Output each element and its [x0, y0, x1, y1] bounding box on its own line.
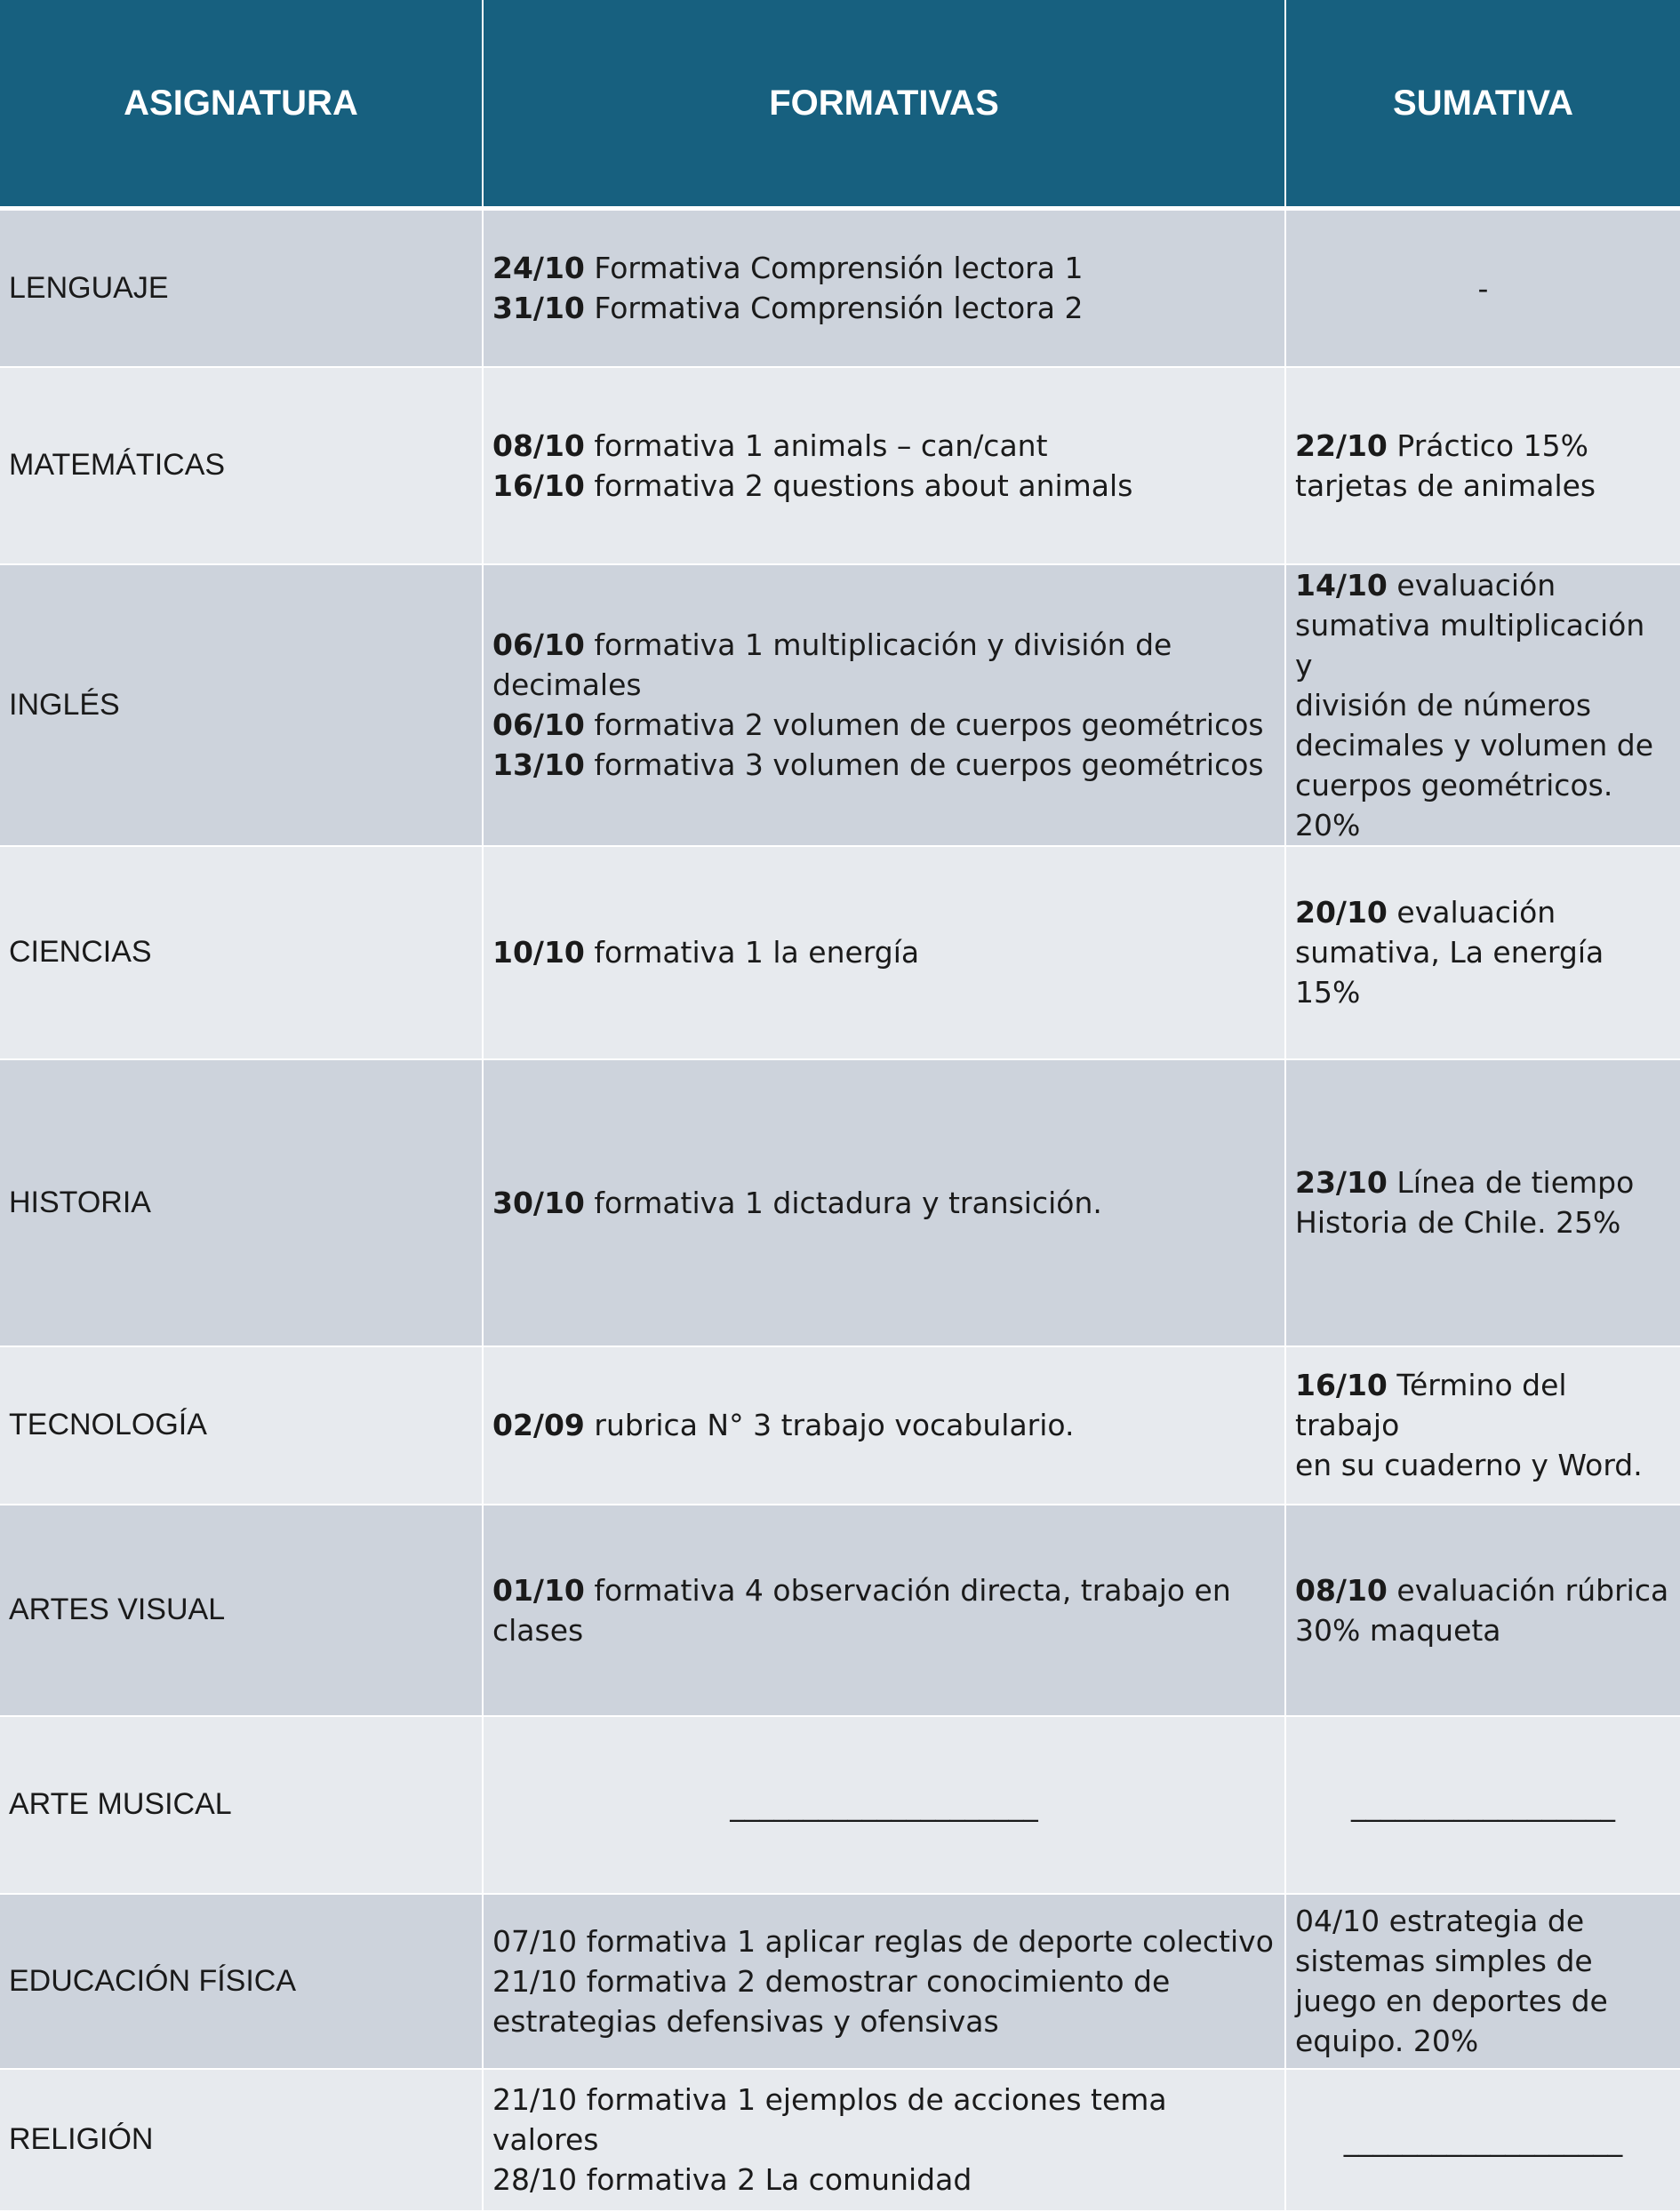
- sumativa-line: 04/10 estrategia de: [1295, 1904, 1585, 1938]
- sumativa-line: -: [1477, 270, 1489, 306]
- formativas-cell: [483, 1716, 1285, 1894]
- sumativa-line: 22/10 Práctico 15%: [1295, 427, 1588, 463]
- sumativa-line: 30% maqueta: [1295, 1612, 1501, 1648]
- formativas-cell: [483, 846, 1285, 1059]
- sumativa-line: equipo. 20%: [1295, 2024, 1479, 2058]
- formativas-cell: [483, 367, 1285, 564]
- sumativa-cell: [1285, 1716, 1680, 1894]
- formativas-cell: [483, 1505, 1285, 1716]
- subject-cell: RELIGIÓN: [0, 2069, 483, 2211]
- sumativa-line: Historia de Chile. 25%: [1295, 1205, 1621, 1240]
- table-row: [0, 564, 1680, 846]
- subject-cell: LENGUAJE: [0, 209, 483, 367]
- sumativa-line: 14/10 evaluación: [1295, 567, 1556, 603]
- formativas-cell: [483, 1059, 1285, 1346]
- formativa-line: 30/10 formativa 1 dictadura y transición.: [492, 1185, 1102, 1220]
- table-row: [0, 1059, 1680, 1346]
- sumativa-line: 20/10 evaluación: [1295, 895, 1556, 930]
- formativa-line: 13/10 formativa 3 volumen de cuerpos geométricos: [492, 747, 1264, 782]
- table-row: [0, 2069, 1680, 2211]
- subject-cell: HISTORIA: [0, 1059, 483, 1346]
- sumativa-line: sistemas simples de: [1295, 1944, 1593, 1978]
- sumativa-line: sumativa, La energía: [1295, 935, 1604, 970]
- sumativa-line: __________________: [1351, 1787, 1615, 1822]
- subject-cell: ARTES VISUAL: [0, 1505, 483, 1716]
- sumativa-line: sumativa multiplicación y: [1295, 607, 1645, 683]
- sumativa-line: 08/10 evaluación rúbrica: [1295, 1572, 1669, 1608]
- formativas-cell: [483, 1346, 1285, 1505]
- formativa-line: clases: [492, 1612, 584, 1648]
- formativa-line: 21/10 formativa 2 demostrar conocimiento de: [492, 1963, 1171, 1999]
- sumativa-line: tarjetas de animales: [1295, 467, 1596, 503]
- table-header-row: [0, 0, 1680, 209]
- subject-cell: MATEMÁTICAS: [0, 367, 483, 564]
- formativa-line: 01/10 formativa 4 observación directa, trabajo en: [492, 1572, 1231, 1608]
- formativa-line: 06/10 formativa 1 multiplicación y división de: [492, 627, 1172, 662]
- sumativa-cell: [1285, 846, 1680, 1059]
- sumativa-cell: [1285, 1346, 1680, 1505]
- subject-cell: EDUCACIÓN FÍSICA: [0, 1894, 483, 2069]
- formativa-line: 28/10 formativa 2 La comunidad: [492, 2162, 972, 2197]
- formativa-line: 06/10 formativa 2 volumen de cuerpos geométricos: [492, 707, 1264, 742]
- sumativa-cell: [1285, 1894, 1680, 2069]
- table-row: [0, 1716, 1680, 1894]
- sumativa-line: decimales y volumen de: [1295, 727, 1654, 763]
- table-row: [0, 1894, 1680, 2069]
- formativa-line: 24/10 Formativa Comprensión lectora 1: [492, 251, 1084, 286]
- formativa-line: 21/10 formativa 1 ejemplos de acciones tema valores: [492, 2082, 1167, 2157]
- table-row: [0, 846, 1680, 1059]
- sumativa-cell: [1285, 1505, 1680, 1716]
- subject-cell: ARTE MUSICAL: [0, 1716, 483, 1894]
- sumativa-line: 16/10 Término del trabajo: [1295, 1368, 1567, 1442]
- table-row: [0, 1505, 1680, 1716]
- sumativa-line: 20%: [1295, 807, 1361, 842]
- subject-cell: CIENCIAS: [0, 846, 483, 1059]
- sumativa-cell: [1285, 2069, 1680, 2211]
- table-row: [0, 209, 1680, 367]
- sumativa-cell: [1285, 564, 1680, 846]
- header-formativas: FORMATIVAS: [483, 0, 1285, 209]
- formativas-cell: [483, 564, 1285, 846]
- subject-cell: TECNOLOGÍA: [0, 1346, 483, 1505]
- sumativa-line: ___________________: [1343, 2122, 1623, 2157]
- sumativa-cell: [1285, 209, 1680, 367]
- formativa-line: 07/10 formativa 1 aplicar reglas de deporte colectivo: [492, 1923, 1274, 1959]
- formativa-line: 08/10 formativa 1 animals – can/cant: [492, 427, 1048, 463]
- header-sumativa: SUMATIVA: [1285, 0, 1680, 209]
- sumativa-line: juego en deportes de: [1295, 1984, 1608, 2018]
- formativa-line: 16/10 formativa 2 questions about animals: [492, 467, 1133, 503]
- formativas-cell: [483, 1894, 1285, 2069]
- sumativa-cell: [1285, 1059, 1680, 1346]
- formativa-line: estrategias defensivas y ofensivas: [492, 2003, 999, 2039]
- sumativa-line: cuerpos geométricos.: [1295, 767, 1613, 803]
- formativa-line: decimales: [492, 667, 642, 702]
- sumativa-cell: [1285, 367, 1680, 564]
- formativa-line: 02/09 rubrica N° 3 trabajo vocabulario.: [492, 1408, 1075, 1442]
- sumativa-line: 15%: [1295, 975, 1361, 1010]
- formativas-cell: [483, 2069, 1285, 2211]
- formativa-line: 10/10 formativa 1 la energía: [492, 935, 920, 970]
- subject-cell: INGLÉS: [0, 564, 483, 846]
- sumativa-line: en su cuaderno y Word.: [1295, 1448, 1643, 1482]
- formativas-cell: [483, 209, 1285, 367]
- formativa-line: 31/10 Formativa Comprensión lectora 2: [492, 291, 1084, 326]
- table-row: [0, 367, 1680, 564]
- formativa-line: _____________________: [730, 1787, 1038, 1822]
- sumativa-line: división de números: [1295, 687, 1592, 723]
- header-asignatura: ASIGNATURA: [0, 0, 483, 209]
- sumativa-line: 23/10 Línea de tiempo: [1295, 1165, 1635, 1200]
- table-row: [0, 1346, 1680, 1505]
